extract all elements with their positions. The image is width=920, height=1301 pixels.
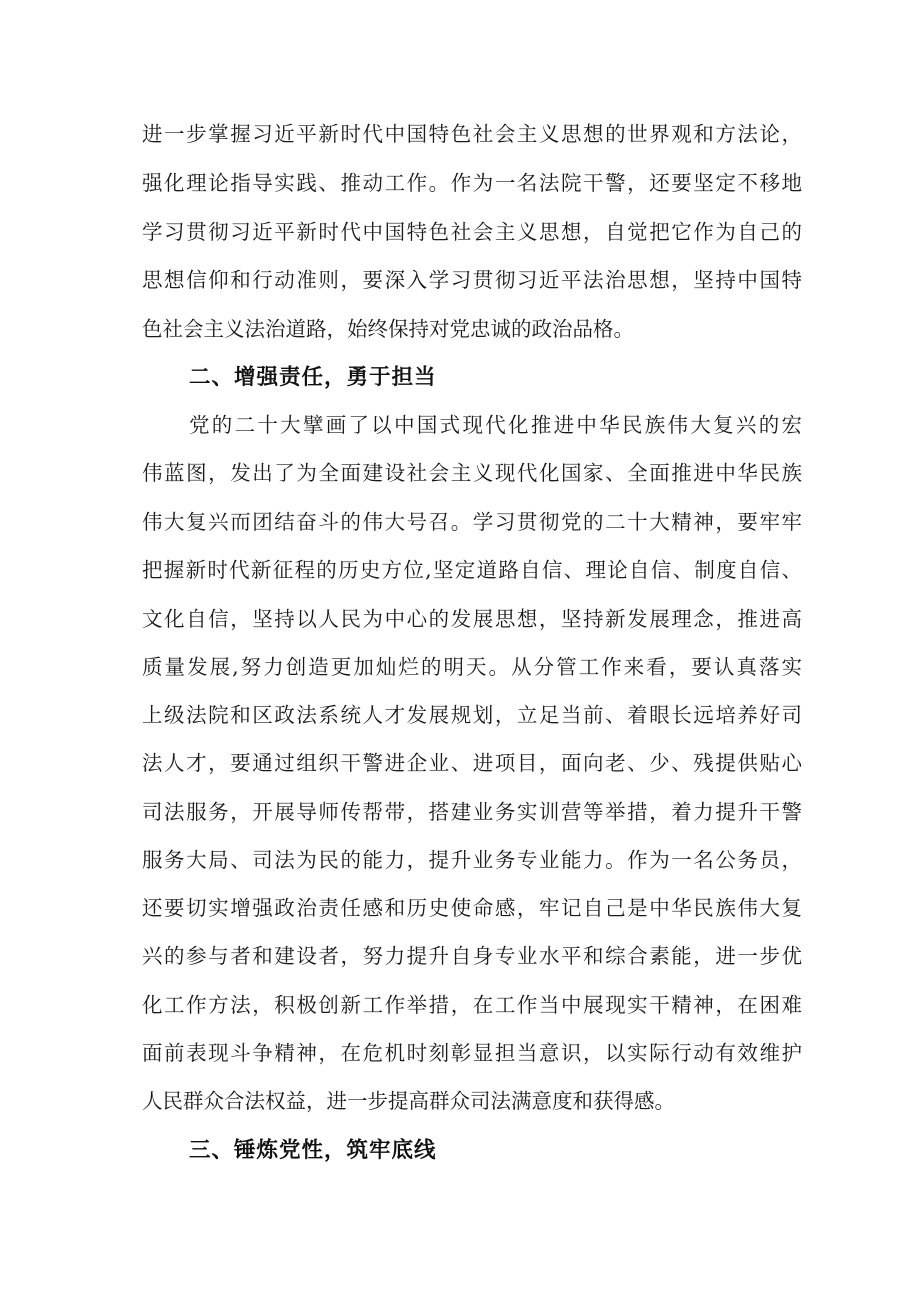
paragraph-line: 司法服务，开展导师传帮带，搭建业务实训营等举措，着力提升干警 <box>142 800 802 824</box>
paragraph-line: 法人才，要通过组织干警进企业、进项目，面向老、少、残提供贴心 <box>142 751 802 775</box>
paragraph-line: 学习贯彻习近平新时代中国特色社会主义思想，自觉把它作为自己的 <box>142 220 802 244</box>
paragraph-line: 文化自信，坚持以人民为中心的发展思想，坚持新发展理念，推进高 <box>142 607 802 631</box>
paragraph-line: 思想信仰和行动准则，要深入学习贯彻习近平法治思想，坚持中国特 <box>142 268 802 292</box>
paragraph-line: 进一步掌握习近平新时代中国特色社会主义思想的世界观和方法论， <box>142 122 802 146</box>
paragraph-line: 强化理论指导实践、推动工作。作为一名法院干警，还要坚定不移地 <box>142 171 802 195</box>
paragraph-line: 还要切实增强政治责任感和历史使命感，牢记自己是中华民族伟大复 <box>142 896 802 920</box>
paragraph-line: 质量发展,努力创造更加灿烂的明天。从分管工作来看，要认真落实 <box>142 655 802 679</box>
paragraph-line: 人民群众合法权益，进一步提高群众司法满意度和获得感。 <box>142 1089 675 1113</box>
section-heading-2: 二、增强责任，勇于担当 <box>189 365 437 390</box>
paragraph-line: 面前表现斗争精神，在危机时刻彰显担当意识，以实际行动有效维护 <box>142 1041 802 1065</box>
paragraph-line: 伟蓝图，发出了为全面建设社会主义现代化国家、全面推进中华民族 <box>142 461 802 485</box>
paragraph-line: 把握新时代新征程的历史方位,坚定道路自信、理论自信、制度自信、 <box>142 558 802 582</box>
paragraph-line: 党的二十大擘画了以中国式现代化推进中华民族伟大复兴的宏 <box>189 413 802 437</box>
paragraph-line: 服务大局、司法为民的能力，提升业务专业能力。作为一名公务员， <box>142 848 802 872</box>
section-heading-3: 三、锤炼党性，筑牢底线 <box>189 1138 437 1163</box>
paragraph-line: 色社会主义法治道路，始终保持对党忠诚的政治品格。 <box>142 317 634 341</box>
paragraph-line: 伟大复兴而团结奋斗的伟大号召。学习贯彻党的二十大精神，要牢牢 <box>142 510 802 534</box>
paragraph-line: 兴的参与者和建设者，努力提升自身专业水平和综合素能，进一步优 <box>142 944 802 968</box>
paragraph-line: 上级法院和区政法系统人才发展规划，立足当前、着眼长远培养好司 <box>142 703 802 727</box>
paragraph-line: 化工作方法，积极创新工作举措，在工作当中展现实干精神，在困难 <box>142 993 802 1017</box>
